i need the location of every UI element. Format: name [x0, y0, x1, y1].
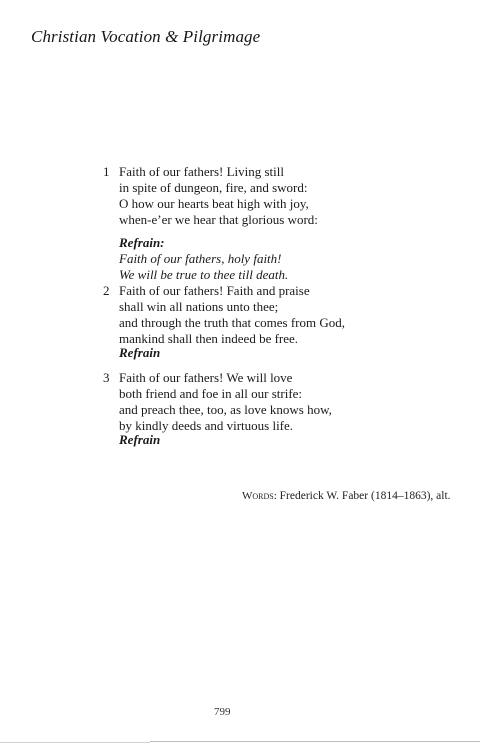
verse-line: O how our hearts beat high with joy,: [119, 196, 309, 211]
refrain-line: Faith of our fathers, holy faith!: [119, 251, 282, 266]
verse-line: Faith of our fathers! We will love: [119, 370, 293, 385]
refrain-repeat: [119, 345, 160, 361]
verse-line: in spite of dungeon, fire, and sword:: [119, 180, 308, 195]
verse-number: 2: [103, 283, 110, 298]
page-edge-divider: [150, 741, 480, 742]
page-number: 799: [214, 706, 231, 718]
words-credit: [242, 490, 451, 502]
verse-line: when-e’er we hear that glorious word:: [119, 212, 318, 227]
verse-lines: [119, 283, 345, 347]
verse-line: Faith of our fathers! Living still: [119, 164, 285, 179]
page-edge-divider: [0, 742, 150, 743]
credit-text: Frederick W. Faber (1814–1863), alt.: [276, 490, 451, 502]
verse-line: Faith of our fathers! Faith and praise: [119, 283, 310, 298]
refrain-line: We will be true to thee till death.: [119, 267, 289, 282]
verse-lines: [119, 370, 332, 434]
verse-line: by kindly deeds and virtuous life.: [119, 418, 294, 433]
verse-lines: [119, 164, 318, 228]
verse-number: 1: [103, 164, 110, 179]
refrain-repeat: [119, 432, 160, 448]
refrain-label: Refrain:: [119, 235, 165, 250]
verse-line: shall win all nations unto thee;: [119, 299, 279, 314]
verse-line: both friend and foe in all our strife:: [119, 386, 303, 401]
refrain-label: Refrain: [119, 432, 161, 447]
verse-line: and preach thee, too, as love knows how,: [119, 402, 332, 417]
verse-line: mankind shall then indeed be free.: [119, 331, 299, 346]
credit-label: Words:: [242, 490, 277, 502]
section-title: Christian Vocation & Pilgrimage: [31, 27, 261, 46]
refrain-label: Refrain: [119, 345, 161, 360]
verse-line: and through the truth that comes from God,: [119, 315, 346, 330]
refrain-block: [119, 235, 288, 283]
verse-number: 3: [103, 370, 110, 385]
